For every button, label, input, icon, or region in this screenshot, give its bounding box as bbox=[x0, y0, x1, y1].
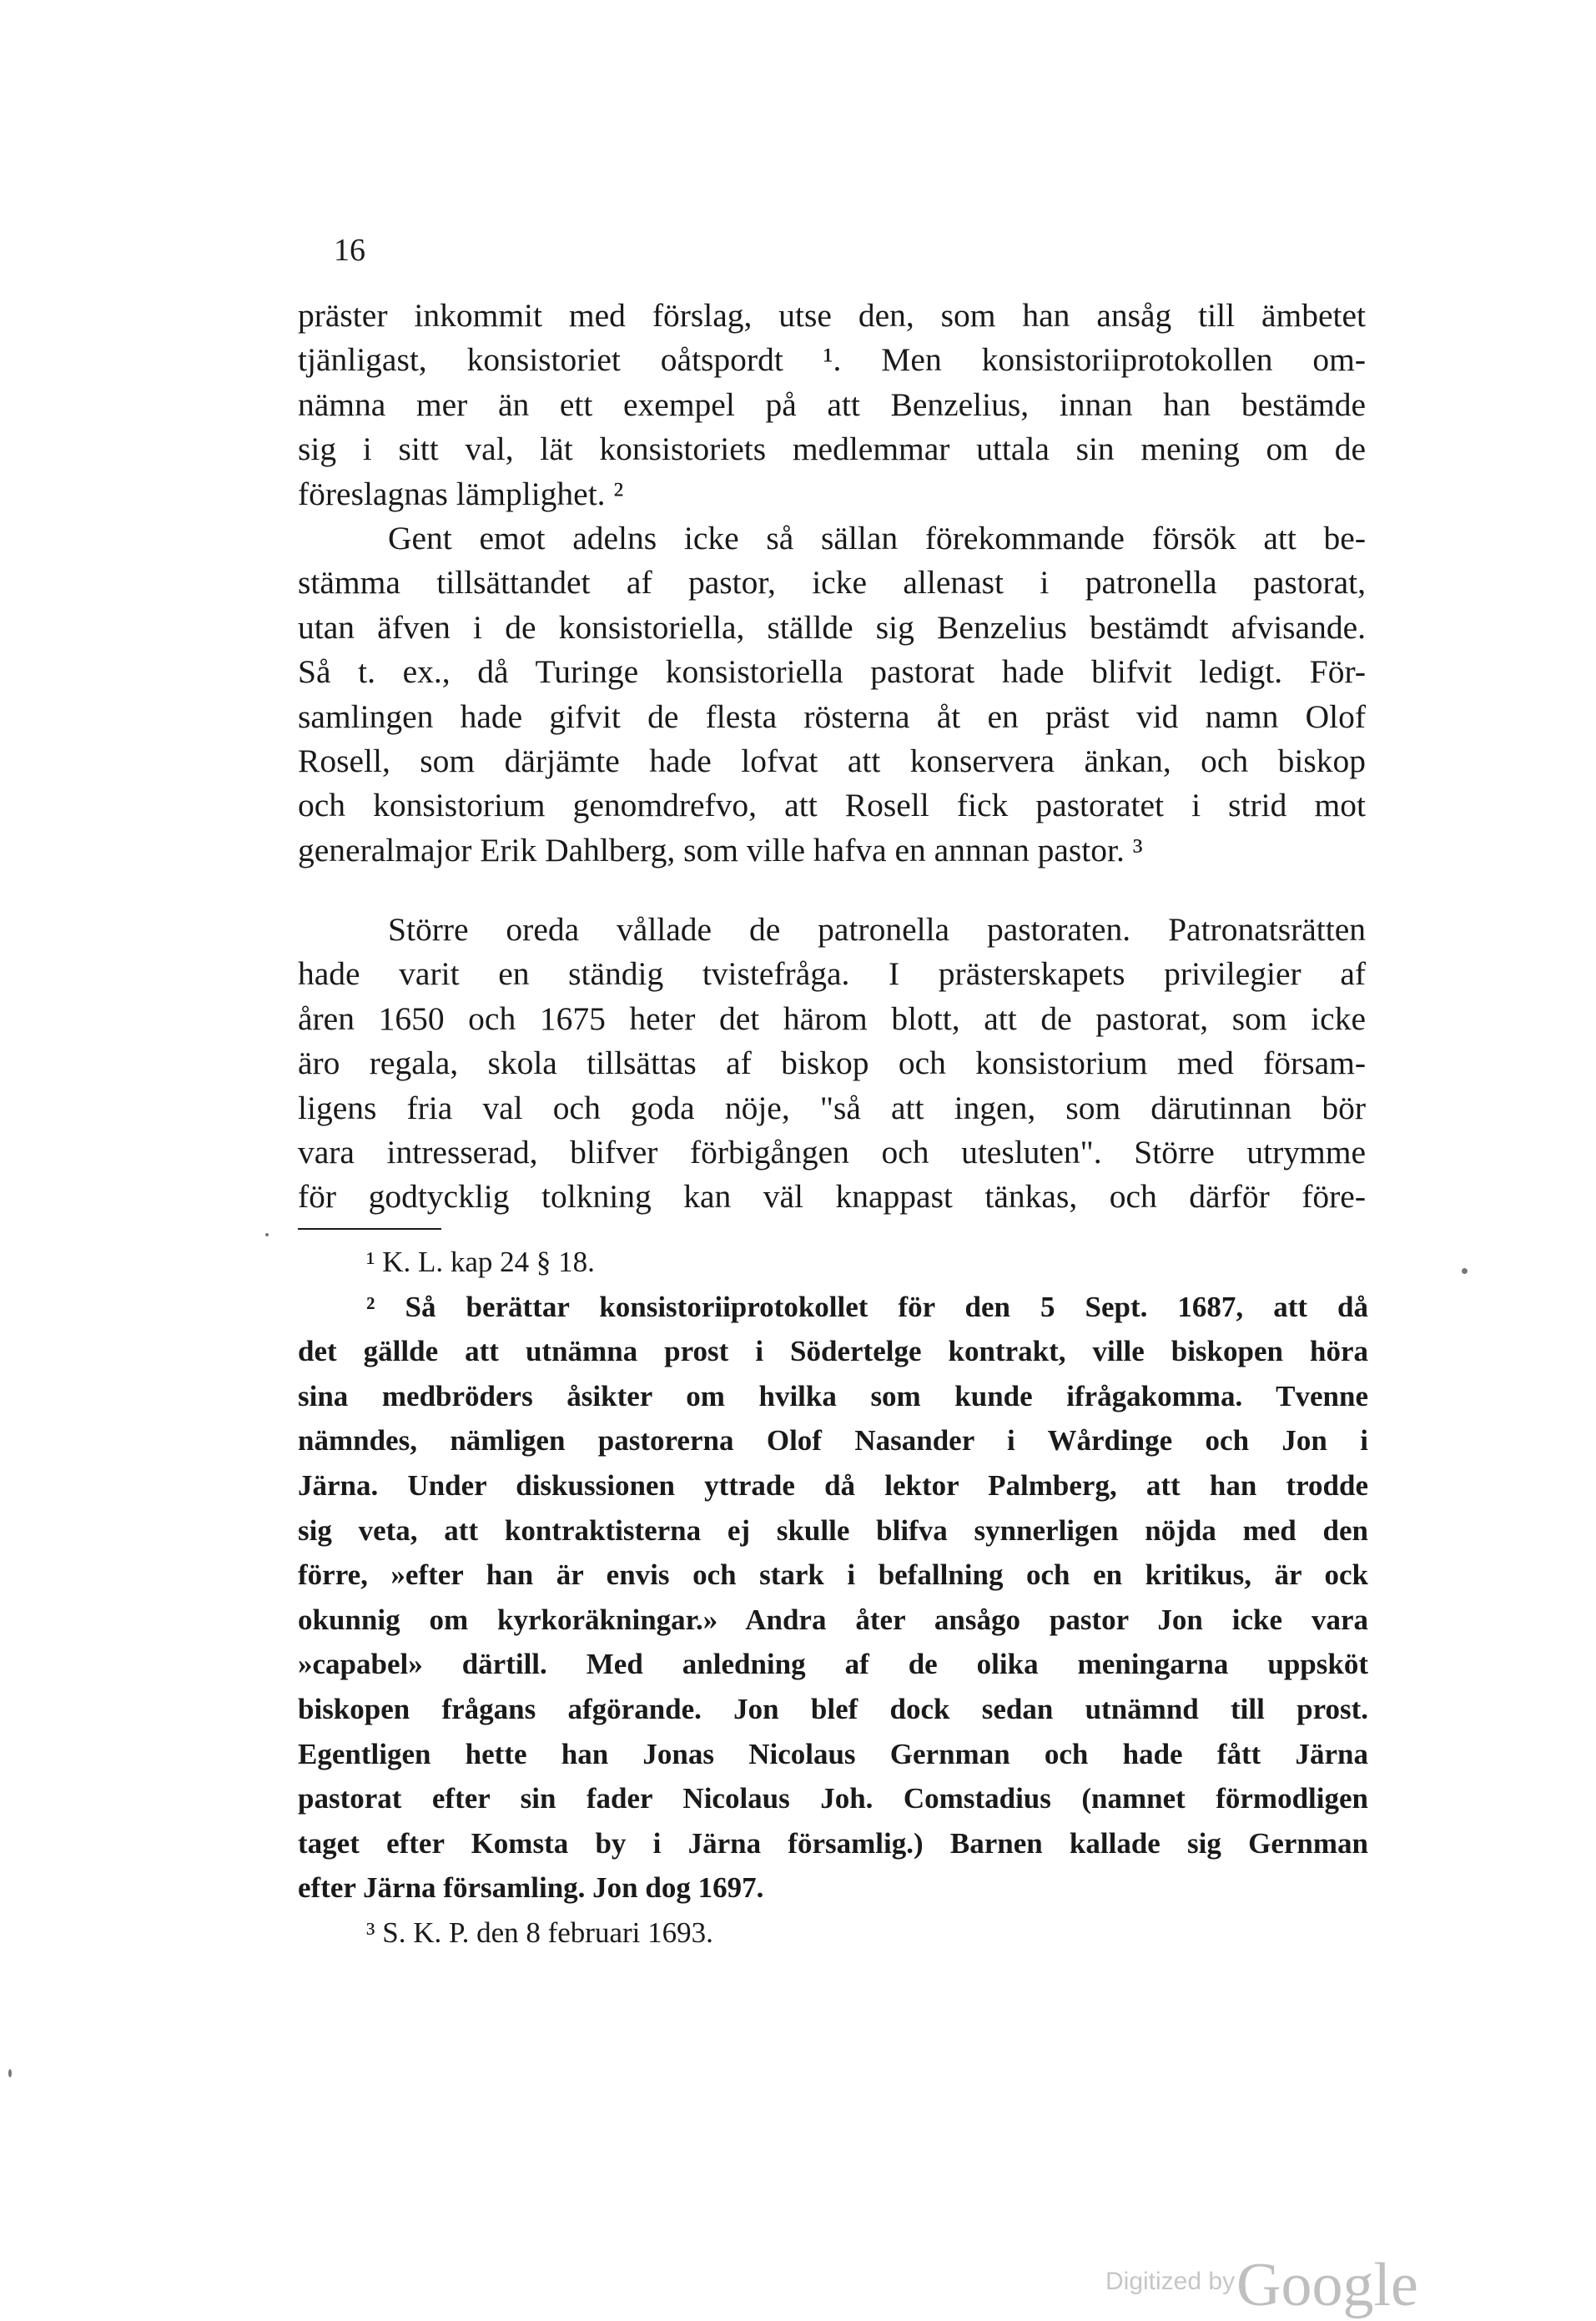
footnote-1: ¹ K. L. kap 24 § 18. bbox=[366, 1246, 595, 1278]
footnote-2-line: Järna. Under diskussionen yttrade då lektor Palmberg, att han trodde bbox=[298, 1468, 1368, 1502]
text-line: hade varit en ständig tvistefråga. I prästerskapets privilegier af bbox=[298, 955, 1366, 993]
text-line: Så t. ex., då Turinge konsistoriella pastorat hade blifvit ledigt. För- bbox=[298, 653, 1366, 691]
footnote-2-line: Egentligen hette han Jonas Nicolaus Gernman och hade fått Järna bbox=[298, 1737, 1368, 1770]
footnote-2-line: okunnig om kyrkoräkningar.» Andra åter ansågo pastor Jon icke vara bbox=[298, 1603, 1368, 1636]
text-line: föreslagnas lämplighet. ² bbox=[298, 475, 624, 512]
footnote-2-line: sina medbröders åsikter om hvilka som kunde ifrågakomma. Tvenne bbox=[298, 1379, 1368, 1412]
digitized-by-label: Digitized by bbox=[1105, 2268, 1236, 2295]
paper-speck bbox=[8, 2069, 12, 2077]
text-line: Större oreda vållade de patronella pastoraten. Patronatsrätten bbox=[388, 911, 1366, 949]
text-line: generalmajor Erik Dahlberg, som ville hafva en annnan pastor. ³ bbox=[298, 831, 1143, 868]
text-line: sig i sitt val, lät konsistoriets medlemmar uttala sin mening om de bbox=[298, 430, 1366, 468]
text-line: nämna mer än ett exempel på att Benzelius, innan han bestämde bbox=[298, 385, 1366, 423]
footnote-2-line: nämndes, nämligen pastorerna Olof Nasander i Wårdinge och Jon i bbox=[298, 1424, 1368, 1458]
text-line: utan äfven i de konsistoriella, ställde sig Benzelius bestämdt afvisande. bbox=[298, 608, 1366, 646]
text-line: vara intresserad, blifver förbigången och utesluten". Större utrymme bbox=[298, 1134, 1366, 1171]
footnote-3: ³ S. K. P. den 8 februari 1693. bbox=[366, 1916, 713, 1949]
text-line: åren 1650 och 1675 heter det härom blott, att de pastorat, som icke bbox=[298, 999, 1366, 1037]
footnote-2-line: ² Så berättar konsistoriiprotokollet för den 5 Sept. 1687, att då bbox=[366, 1290, 1368, 1323]
footnote-2-line: det gällde att utnämna prost i Södertelge kontrakt, ville biskopen höra bbox=[298, 1335, 1368, 1368]
page-number: 16 bbox=[334, 233, 365, 268]
text-line: samlingen hade gifvit de flesta rösterna åt en präst vid namn Olof bbox=[298, 697, 1366, 735]
footnote-2-line: taget efter Komsta by i Järna församlig.) Barnen kallade sig Gernman bbox=[298, 1826, 1368, 1860]
text-line: tjänligast, konsistoriet oåtspordt ¹. Men konsistoriiprotokollen om- bbox=[298, 341, 1366, 379]
text-line: präster inkommit med förslag, utse den, som han ansåg till ämbetet bbox=[298, 297, 1366, 334]
text-line: äro regala, skola tillsättas af biskop och konsistorium med försam- bbox=[298, 1045, 1366, 1082]
main-text bbox=[298, 294, 1366, 1220]
paper-speck bbox=[265, 1233, 269, 1236]
google-logo: Google bbox=[1236, 2251, 1418, 2319]
text-line: ligens fria val och goda nöje, "så att ingen, som därutinnan bör bbox=[298, 1089, 1366, 1126]
footnote-divider bbox=[298, 1228, 441, 1230]
footnote-2-line: sig veta, att kontraktisterna ej skulle blifva synnerligen nöjda med den bbox=[298, 1513, 1368, 1547]
footnote-2-line: förre, »efter han är envis och stark i befallning och en kritikus, är ock bbox=[298, 1558, 1368, 1592]
text-line: Gent emot adelns icke så sällan förekommande försök att be- bbox=[388, 519, 1366, 556]
footnote-2-line: biskopen frågans afgörande. Jon blef dock sedan utnämnd till prost. bbox=[298, 1692, 1368, 1725]
footnote-2-line: efter Järna församling. Jon dog 1697. bbox=[298, 1871, 764, 1905]
footnote-2-line: pastorat efter sin fader Nicolaus Joh. Comstadius (namnet förmodligen bbox=[298, 1782, 1368, 1815]
footnote-2-line: »capabel» därtill. Med anledning af de olika meningarna uppsköt bbox=[298, 1648, 1368, 1681]
text-line: och konsistorium genomdrefvo, att Rosell fick pastoratet i strid mot bbox=[298, 787, 1366, 824]
text-line: Rosell, som därjämte hade lofvat att konservera änkan, och biskop bbox=[298, 742, 1366, 779]
footnotes bbox=[298, 1240, 1368, 1956]
paper-speck bbox=[1462, 1268, 1468, 1274]
text-line: för godtycklig tolkning kan väl knappast tänkas, och därför före- bbox=[298, 1178, 1366, 1216]
text-line: stämma tillsättandet af pastor, icke allenast i patronella pastorat, bbox=[298, 564, 1366, 602]
